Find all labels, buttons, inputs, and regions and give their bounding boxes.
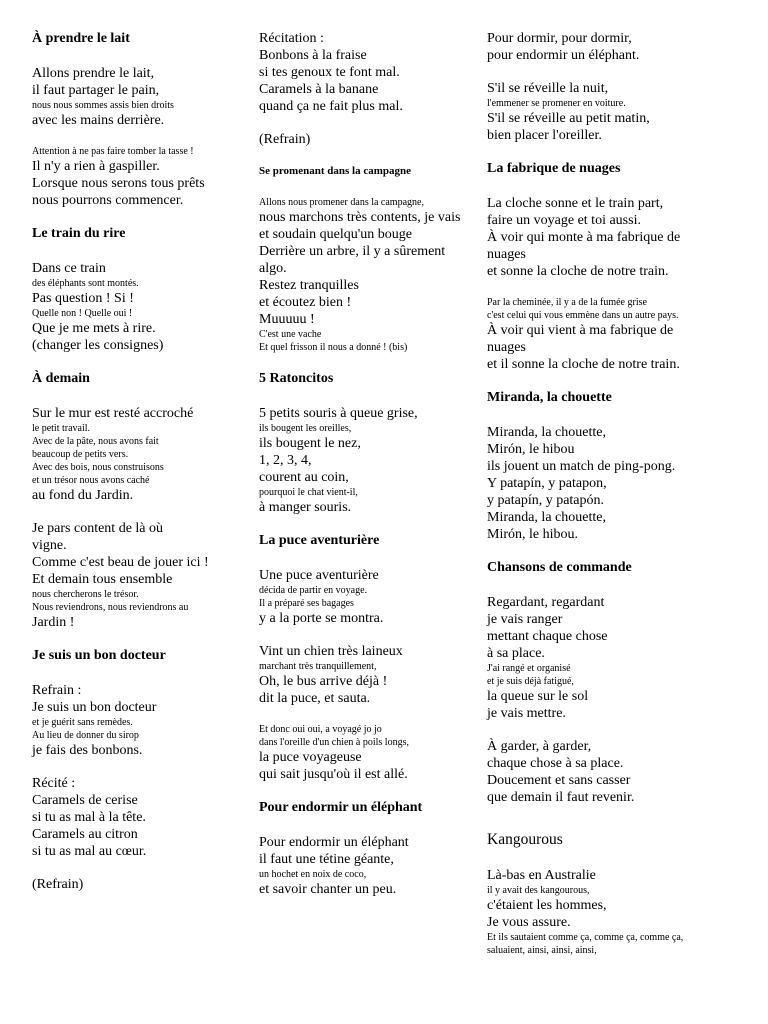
stanza-gap	[487, 406, 737, 424]
song-title: La puce aventurière	[259, 533, 380, 548]
verse-line: Mirón, le hibou.	[487, 527, 578, 542]
verse-line: avec les mains derrière.	[32, 113, 165, 128]
verse-line: Allons prendre le lait,	[32, 66, 155, 81]
verse-line-small: pourquoi le chat vient-il,	[259, 487, 358, 498]
verse-line-small: le petit travail.	[32, 423, 91, 434]
verse-line: Caramels de cerise	[32, 793, 138, 808]
stanza-gap	[259, 115, 485, 131]
verse-line: chaque chose à sa place.	[487, 756, 624, 771]
verse-line-small: C'est une vache	[259, 329, 322, 340]
verse-line: Oh, le bus arrive déjà !	[259, 674, 388, 689]
verse-line: Pas question ! Si !	[32, 291, 134, 306]
verse-line-small: décida de partir en voyage.	[259, 585, 368, 596]
verse-line: vigne.	[32, 538, 67, 553]
song-title: Se promenant dans la campagne	[259, 165, 411, 177]
verse-line: nous pourrons commencer.	[32, 193, 184, 208]
verse-line-small: et je suis déjà fatigué,	[487, 676, 574, 687]
verse-line-small: Avec des bois, nous construisons	[32, 462, 164, 473]
verse-line: Que je me mets à rire.	[32, 321, 156, 336]
verse-line: et sonne la cloche de notre train.	[487, 264, 669, 279]
stanza-gap	[259, 387, 485, 405]
verse-line: faire un voyage et toi aussi.	[487, 213, 641, 228]
verse-line-small: c'est celui qui vous emmène dans un autre pays.	[487, 310, 679, 321]
verse-line: Je pars content de là où	[32, 521, 164, 536]
verse-line-small: Et quel frisson il nous a donné ! (bis)	[259, 342, 408, 353]
verse-line: Miranda, la chouette,	[487, 425, 606, 440]
verse-line: c'étaient les hommes,	[487, 898, 607, 913]
verse-line: courent au coin,	[259, 470, 349, 485]
verse-line-small: saluaient, ainsi, ainsi, ainsi,	[487, 945, 597, 956]
verse-line: Pour dormir, pour dormir,	[487, 31, 632, 46]
verse-line: Miranda, la chouette,	[487, 510, 606, 525]
verse-line: si tu as mal à la tête.	[32, 810, 146, 825]
stanza-gap	[32, 504, 254, 520]
verse-line: Pour endormir un éléphant	[259, 835, 409, 850]
stanza-gap	[259, 178, 485, 196]
verse-line-small: Allons nous promener dans la campagne,	[259, 197, 424, 208]
stanza-gap	[259, 707, 485, 723]
verse-line-small: nous nous sommes assis bien droits	[32, 100, 174, 111]
verse-line: si tu as mal au cœur.	[32, 844, 147, 859]
verse-line: Doucement et sans casser	[487, 773, 631, 788]
verse-line: Sur le mur est resté accroché	[32, 406, 194, 421]
verse-line: 1, 2, 3, 4,	[259, 453, 312, 468]
verse-line-small: Au lieu de donner du sirop	[32, 730, 139, 741]
verse-line-small: Avec de la pâte, nous avons fait	[32, 436, 159, 447]
song-title: À demain	[32, 371, 90, 386]
stanza-gap	[32, 387, 254, 405]
verse-line: 5 petits souris à queue grise,	[259, 406, 418, 421]
song-title: La fabrique de nuages	[487, 161, 621, 176]
song-title: Chansons de commande	[487, 560, 632, 575]
stanza-gap	[487, 280, 737, 296]
verse-line-small: Quelle non ! Quelle oui !	[32, 308, 133, 319]
verse-line: il faut partager le pain,	[32, 83, 160, 98]
verse-line: Jardin !	[32, 615, 75, 630]
stanza-gap	[487, 576, 737, 594]
stanza-gap	[487, 177, 737, 195]
verse-line: Refrain :	[32, 683, 82, 698]
verse-line: Regardant, regardant	[487, 595, 605, 610]
column-1	[32, 30, 254, 893]
verse-line: mettant chaque chose	[487, 629, 608, 644]
song-title: Je suis un bon docteur	[32, 648, 166, 663]
verse-line-small: des éléphants sont montés.	[32, 278, 139, 289]
stanza-gap	[259, 627, 485, 643]
song-title: Pour endormir un éléphant	[259, 800, 423, 815]
verse-line: Lorsque nous serons tous prêts	[32, 176, 205, 191]
song-title: 5 Ratoncitos	[259, 371, 334, 386]
verse-line: quand ça ne fait plus mal.	[259, 99, 403, 114]
verse-line: et écoutez bien !	[259, 295, 352, 310]
verse-line: ils jouent un match de ping-pong.	[487, 459, 676, 474]
verse-line: Je vous assure.	[487, 915, 571, 930]
stanza-gap	[487, 806, 737, 830]
verse-line-small: un hochet en noix de coco,	[259, 869, 367, 880]
verse-line: la queue sur le sol	[487, 689, 589, 704]
verse-line: La cloche sonne et le train part,	[487, 196, 664, 211]
verse-line-small: Et donc oui oui, a voyagé jo jo	[259, 724, 382, 735]
verse-line-small: marchant très tranquillement,	[259, 661, 377, 672]
stanza-gap	[487, 64, 737, 80]
verse-line: Muuuuu !	[259, 312, 315, 327]
verse-line-small: beaucoup de petits vers.	[32, 449, 129, 460]
verse-line: je fais des bonbons.	[32, 743, 143, 758]
verse-line: Je suis un bon docteur	[32, 700, 157, 715]
verse-line: la puce voyageuse	[259, 750, 362, 765]
verse-line: Une puce aventurière	[259, 568, 379, 583]
verse-line: algo.	[259, 261, 287, 276]
verse-line-small: Par la cheminée, il y a de la fumée grise	[487, 297, 647, 308]
stanza-gap	[32, 209, 254, 225]
verse-line: y patapín, y patapón.	[487, 493, 605, 508]
verse-line: (changer les consignes)	[32, 338, 164, 353]
verse-line: à manger souris.	[259, 500, 352, 515]
stanza-gap	[32, 242, 254, 260]
verse-line: S'il se réveille la nuit,	[487, 81, 609, 96]
verse-line: À garder, à garder,	[487, 739, 592, 754]
stanza-gap	[259, 549, 485, 567]
verse-line: Récité :	[32, 776, 76, 791]
verse-line: (Refrain)	[259, 132, 311, 147]
verse-line: je vais mettre.	[487, 706, 566, 721]
verse-line-small: J'ai rangé et organisé	[487, 663, 571, 674]
verse-line: Y patapín, y patapon,	[487, 476, 607, 491]
verse-line: nuages	[487, 340, 526, 355]
verse-line-small: Il a préparé ses bagages	[259, 598, 354, 609]
verse-line: À voir qui vient à ma fabrique de	[487, 323, 674, 338]
verse-line-small: nous chercherons le trésor.	[32, 589, 139, 600]
song-title: À prendre le lait	[32, 31, 130, 46]
verse-line: Il n'y a rien à gaspiller.	[32, 159, 160, 174]
verse-line: si tes genoux te font mal.	[259, 65, 400, 80]
stanza-gap	[259, 783, 485, 799]
verse-line: Là-bas en Australie	[487, 868, 596, 883]
stanza-gap	[259, 816, 485, 834]
verse-line: nous marchons très contents, je vais	[259, 210, 461, 225]
verse-line: bien placer l'oreiller.	[487, 128, 602, 143]
verse-line: et il sonne la cloche de notre train.	[487, 357, 680, 372]
verse-line: S'il se réveille au petit matin,	[487, 111, 650, 126]
stanza-gap	[487, 373, 737, 389]
verse-line: je vais ranger	[487, 612, 563, 627]
verse-line: Dans ce train	[32, 261, 106, 276]
verse-line-small: ils bougent les oreilles,	[259, 423, 352, 434]
verse-line: Récitation :	[259, 31, 324, 46]
verse-line: Derrière un arbre, il y a sûrement	[259, 244, 446, 259]
stanza-gap	[487, 849, 737, 867]
verse-line: que demain il faut revenir.	[487, 790, 635, 805]
column-3	[487, 30, 737, 957]
stanza-gap	[487, 543, 737, 559]
stanza-gap	[32, 631, 254, 647]
stanza-gap	[259, 148, 485, 164]
verse-line-small: et un trésor nous avons caché	[32, 475, 150, 486]
verse-line: Mirón, le hibou	[487, 442, 575, 457]
verse-line-small: Et ils sautaient comme ça, comme ça, comme ça,	[487, 932, 684, 943]
verse-line-small: et je guérit sans remèdes.	[32, 717, 133, 728]
verse-line-small: Attention à ne pas faire tomber la tasse !	[32, 146, 194, 157]
verse-line: (Refrain)	[32, 877, 84, 892]
verse-line: Caramels à la banane	[259, 82, 379, 97]
verse-line: Comme c'est beau de jouer ici !	[32, 555, 209, 570]
stanza-gap	[259, 354, 485, 370]
verse-line: dit la puce, et sauta.	[259, 691, 371, 706]
verse-line: et savoir chanter un peu.	[259, 882, 397, 897]
column-2	[259, 30, 485, 898]
verse-line: Et demain tous ensemble	[32, 572, 173, 587]
verse-line: Vint un chien très laineux	[259, 644, 403, 659]
stanza-gap	[32, 129, 254, 145]
stanza-gap	[487, 144, 737, 160]
song-title: Le train du rire	[32, 226, 126, 241]
verse-line: À voir qui monte à ma fabrique de	[487, 230, 681, 245]
stanza-gap	[487, 722, 737, 738]
song-title: Kangourous	[487, 831, 563, 848]
verse-line: et soudain quelqu'un bouge	[259, 227, 412, 242]
song-title: Miranda, la chouette	[487, 390, 612, 405]
stanza-gap	[259, 516, 485, 532]
stanza-gap	[32, 759, 254, 775]
verse-line: qui sait jusqu'où il est allé.	[259, 767, 408, 782]
verse-line: à sa place.	[487, 646, 545, 661]
verse-line: y a la porte se montra.	[259, 611, 384, 626]
verse-line-small: il y avait des kangourous,	[487, 885, 590, 896]
verse-line: Restez tranquilles	[259, 278, 359, 293]
stanza-gap	[32, 354, 254, 370]
verse-line: Bonbons à la fraise	[259, 48, 367, 63]
verse-line: nuages	[487, 247, 526, 262]
verse-line: ils bougent le nez,	[259, 436, 361, 451]
stanza-gap	[32, 47, 254, 65]
verse-line-small: dans l'oreille d'un chien à poils longs,	[259, 737, 409, 748]
verse-line: au fond du Jardin.	[32, 488, 134, 503]
stanza-gap	[32, 860, 254, 876]
stanza-gap	[32, 664, 254, 682]
verse-line-small: Nous reviendrons, nous reviendrons au	[32, 602, 189, 613]
verse-line-small: l'emmener se promener en voiture.	[487, 98, 626, 109]
verse-line: il faut une tétine géante,	[259, 852, 394, 867]
verse-line: Caramels au citron	[32, 827, 138, 842]
verse-line: pour endormir un éléphant.	[487, 48, 640, 63]
